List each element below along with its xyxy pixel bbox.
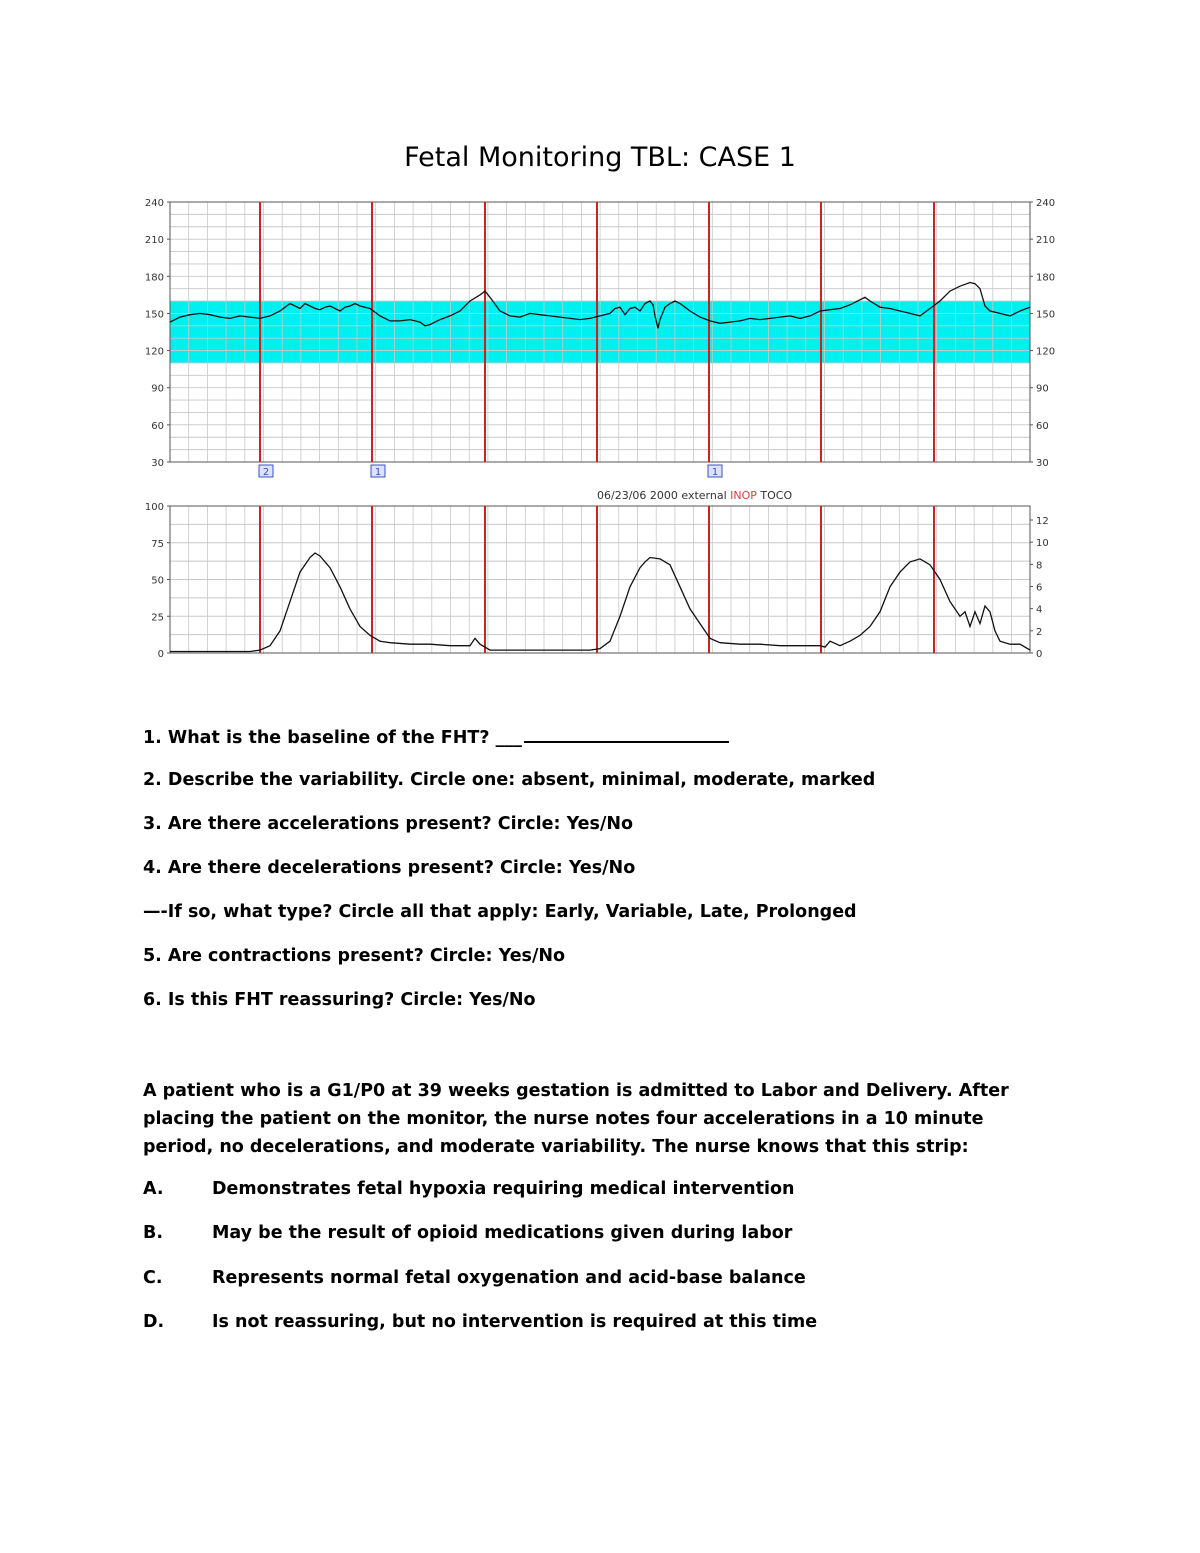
right-tick-label: 150 (1036, 309, 1056, 321)
right-tick-label: 12 (1036, 516, 1049, 527)
left-tick-label: 180 (144, 272, 164, 284)
right-tick-label: 2 (1036, 626, 1043, 638)
right-tick-label: 240 (1036, 198, 1056, 209)
right-tick-label: 120 (1036, 346, 1056, 358)
fhr-strip-chart (135, 190, 1065, 480)
option-text: Is not reassuring, but no intervention is required at this time (212, 1312, 818, 1332)
left-tick-label: 60 (151, 420, 164, 432)
option-text: Represents normal fetal oxygenation and acid-base balance (212, 1268, 806, 1288)
toco-label: TOCO (760, 489, 793, 502)
right-tick-label: 10 (1036, 538, 1049, 550)
scenario-paragraph: A patient who is a G1/P0 at 39 weeks gestation is admitted to Labor and Delivery. After placing the patient on the monitor, the nurse notes four accelerations in a 10 minute period, no decelerations, and moderate variability. The nurse knows that this strip: (143, 1081, 1009, 1157)
left-tick-label: 90 (151, 383, 164, 395)
question-4: 4. Are there decelerations present? Circle: Yes/No (143, 858, 636, 878)
question-1-text: 1. What is the baseline of the FHT? ___ (143, 728, 522, 748)
left-tick-label: 0 (157, 649, 164, 660)
option-text: Demonstrates fetal hypoxia requiring medical intervention (212, 1179, 795, 1199)
question-3: 3. Are there accelerations present? Circle: Yes/No (143, 814, 634, 834)
option-letter: B. (143, 1223, 163, 1243)
option-letter: A. (143, 1179, 164, 1199)
question-6: 6. Is this FHT reassuring? Circle: Yes/No (143, 990, 536, 1010)
right-tick-label: 4 (1036, 604, 1043, 616)
right-tick-label: 210 (1036, 235, 1056, 247)
question-5: 5. Are contractions present? Circle: Yes/No (143, 946, 566, 966)
option-a (143, 1179, 794, 1199)
left-tick-label: 120 (144, 346, 164, 358)
page-title: Fetal Monitoring TBL: CASE 1 (404, 142, 796, 173)
left-tick-label: 30 (151, 458, 164, 469)
right-tick-label: 6 (1036, 582, 1043, 594)
option-d (143, 1312, 817, 1332)
right-tick-label: 8 (1036, 560, 1043, 572)
strip-marker-label: 2 (262, 467, 270, 478)
option-letter: C. (143, 1268, 163, 1288)
strip-marker (371, 465, 385, 478)
answer-blank (524, 726, 729, 743)
strip-marker (708, 465, 722, 478)
strip-marker (259, 465, 273, 478)
right-tick-label: 60 (1036, 420, 1049, 432)
option-letter: D. (143, 1312, 165, 1332)
question-2: 2. Describe the variability. Circle one: absent, minimal, moderate, marked (143, 770, 876, 790)
left-tick-label: 75 (151, 538, 164, 550)
left-tick-label: 210 (144, 235, 164, 247)
question-4-followup: —-If so, what type? Circle all that apply: Early, Variable, Late, Prolonged (143, 902, 857, 922)
left-tick-label: 100 (144, 502, 164, 513)
strip-marker-label: 1 (711, 467, 719, 478)
right-tick-label: 0 (1036, 649, 1043, 660)
option-b (143, 1223, 792, 1243)
left-tick-label: 240 (144, 198, 164, 209)
right-tick-label: 90 (1036, 383, 1049, 395)
inop-label: INOP (730, 489, 757, 502)
left-tick-label: 50 (151, 575, 164, 587)
option-text: May be the result of opioid medications given during labor (212, 1223, 793, 1243)
question-1 (143, 726, 729, 748)
right-tick-label: 30 (1036, 458, 1049, 469)
left-tick-label: 150 (144, 309, 164, 321)
toco-strip-chart (135, 498, 1065, 664)
strip-marker-label: 1 (374, 467, 382, 478)
option-c (143, 1268, 806, 1288)
stamp-text: 06/23/06 2000 external (597, 489, 727, 502)
right-tick-label: 180 (1036, 272, 1056, 284)
left-tick-label: 25 (151, 612, 164, 624)
